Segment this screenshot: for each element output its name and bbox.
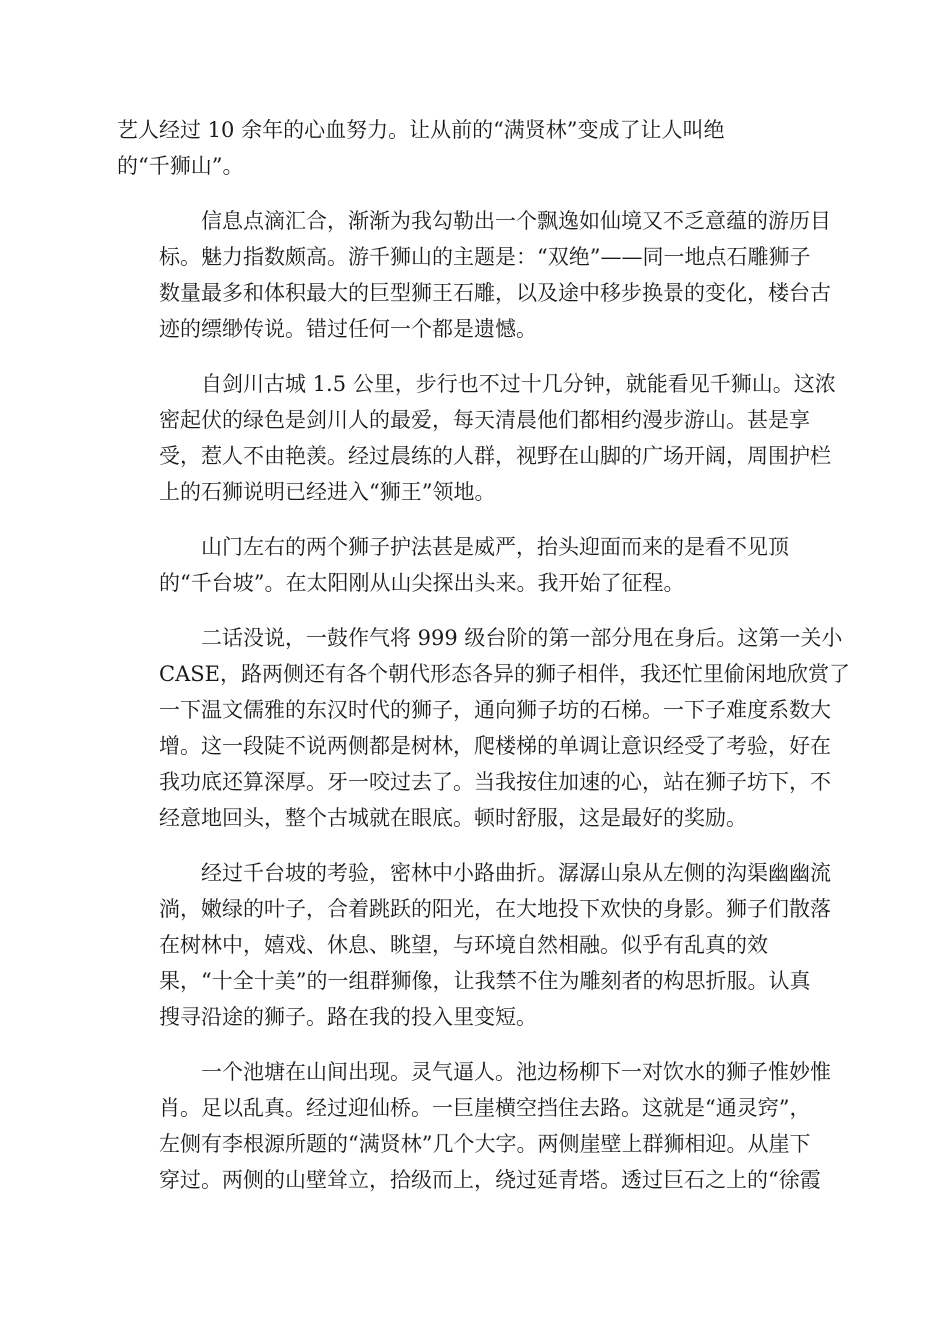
paragraph-3 — [117, 366, 836, 510]
text-line: 肖。足以乱真。经过迎仙桥。一巨崖横空挡住去路。这就是“通灵窍”， — [159, 1096, 811, 1120]
paragraph-5 — [117, 620, 850, 836]
text-line: 密起伏的绿色是剑川人的最爱，每天清晨他们都相约漫步游山。甚是享 — [159, 408, 810, 432]
text-line: 迹的缥缈传说。错过任何一个都是遗憾。 — [159, 317, 537, 341]
paragraph-1 — [117, 112, 833, 184]
text-line: 穿过。两侧的山壁耸立，拾级而上，绕过延青塔。透过巨石之上的“徐霞 — [159, 1168, 821, 1192]
text-line: 果，“十全十美”的一组群狮像，让我禁不住为雕刻者的构思折服。认真 — [159, 969, 811, 993]
body-text — [117, 112, 850, 1217]
text-line: 二话没说，一鼓作气将 999 级台阶的第一部分甩在身后。这第一关小 — [201, 626, 843, 650]
text-line: 艺人经过 10 余年的心血努力。让从前的“满贤林”变成了让人叫绝 — [117, 118, 725, 142]
paragraph-6 — [117, 855, 833, 1035]
paragraph-4 — [117, 529, 833, 601]
text-line: 标。魅力指数颇高。游千狮山的主题是：“双绝”——同一地点石雕狮子 — [159, 245, 811, 269]
text-line: 自剑川古城 1.5 公里，步行也不过十几分钟，就能看见千狮山。这浓 — [201, 372, 836, 396]
text-line: CASE，路两侧还有各个朝代形态各异的狮子相伴，我还忙里偷闲地欣赏了 — [159, 662, 850, 686]
text-line: 受，惹人不由艳羡。经过晨练的人群，视野在山脚的广场开阔，周围护栏 — [159, 444, 831, 468]
text-line: 一个池塘在山间出现。灵气逼人。池边杨柳下一对饮水的狮子惟妙惟 — [201, 1060, 831, 1084]
text-line: 经意地回头，整个古城就在眼底。顿时舒服，这是最好的奖励。 — [159, 806, 747, 830]
paragraph-2 — [117, 203, 833, 347]
text-line: 在树林中，嬉戏、休息、眺望，与环境自然相融。似乎有乱真的效 — [159, 933, 768, 957]
text-line: 经过千台坡的考验，密林中小路曲折。潺潺山泉从左侧的沟渠幽幽流 — [201, 861, 831, 885]
text-line: 左侧有李根源所题的“满贤林”几个大字。两侧崖壁上群狮相迎。从崖下 — [159, 1132, 811, 1156]
text-line: 上的石狮说明已经进入“狮王”领地。 — [159, 480, 496, 504]
text-line: 的“千台坡”。在太阳刚从山尖探出头来。我开始了征程。 — [159, 571, 685, 595]
text-line: 数量最多和体积最大的巨型狮王石雕，以及途中移步换景的变化，楼台古 — [159, 281, 831, 305]
text-line: 的“千狮山”。 — [117, 154, 244, 178]
text-line: 信息点滴汇合，渐渐为我勾勒出一个飘逸如仙境又不乏意蕴的游历目 — [201, 209, 831, 233]
text-line: 一下温文儒雅的东汉时代的狮子，通向狮子坊的石梯。一下子难度系数大 — [159, 698, 831, 722]
paragraph-7 — [117, 1054, 833, 1198]
text-line: 增。这一段陡不说两侧都是树林，爬楼梯的单调让意识经受了考验，好在 — [159, 734, 831, 758]
text-line: 搜寻沿途的狮子。路在我的投入里变短。 — [159, 1005, 537, 1029]
text-line: 我功底还算深厚。牙一咬过去了。当我按住加速的心，站在狮子坊下，不 — [159, 770, 831, 794]
text-line: 淌，嫩绿的叶子，合着跳跃的阳光，在大地投下欢快的身影。狮子们散落 — [159, 897, 831, 921]
text-line: 山门左右的两个狮子护法甚是威严，抬头迎面而来的是看不见顶 — [201, 535, 789, 559]
